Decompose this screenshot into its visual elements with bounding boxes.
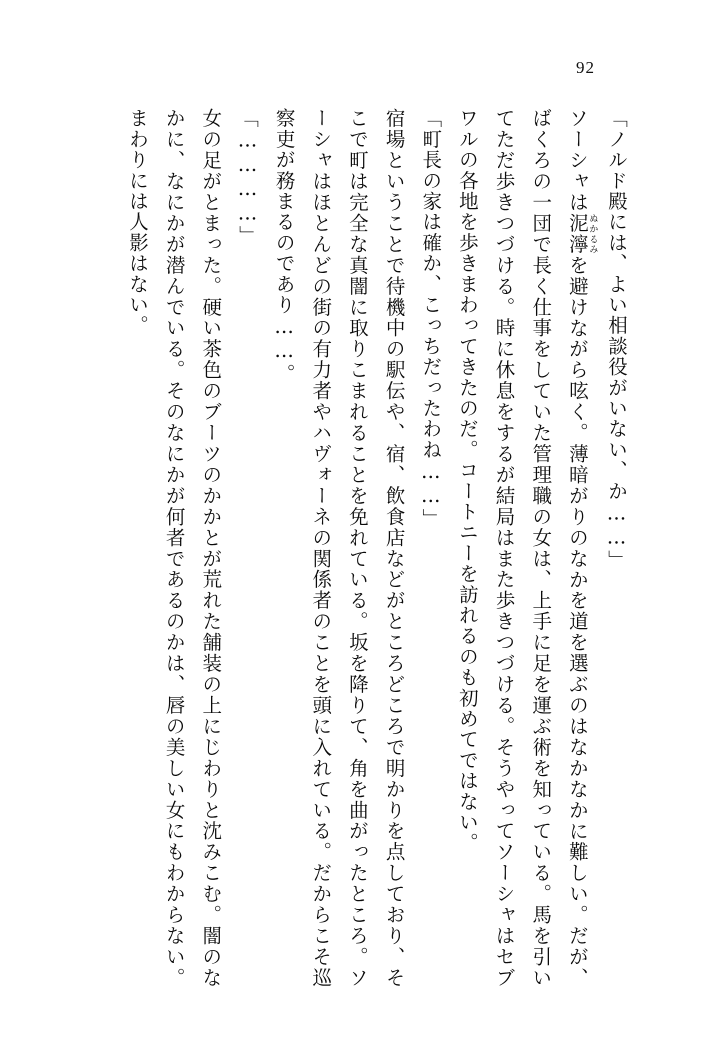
page-margin — [641, 0, 703, 1050]
paragraph-2: ソーシャは泥濘ぬかるみを避けながら呟く。薄暗がりのなかを道を選ぶのはなかなかに難しい。だが、ばくろの一団で長く仕事をしていた管理職の女は、上手に足を運ぶ術を知っている。馬を引いてただ歩きつづける。時に休息をするが結局はまた歩きつづける。そうやってソーシャはセブワルの各地を歩きまわってきたのだ。コートニーを訪れるのも初めてではない。 — [455, 108, 598, 989]
paragraph-6: 女の足がとまった。硬い茶色のブーツのかかとが荒れた舗装の上にじわりと沈みこむ。闇のなかに、なにかが潜んでいる。そのなにかが何者であるのかは、唇の美しい女にもわからない。まわりには人影はない。 — [125, 108, 223, 988]
page-number: 92 — [576, 58, 595, 77]
ruby-annotation: 泥濘ぬかるみ — [565, 212, 598, 255]
paragraph-1: 「ノルド殿には、よい相談役がいない、か……」 — [605, 108, 628, 571]
paragraph-4: 宿場ということで待機中の駅伝や、宿、飲食店などがところどころで明かりを点しており、そこで町は完全な真闇に取りこまれることを免れている。坂を降りて、角を曲がったところ。ソーシャはほとんどの街の有力者やハヴォーネの関係者のことを頭に入れている。だからこそ巡察吏が務まるのであり……。 — [272, 108, 406, 988]
paragraph-3: 「町長の家は確か、こっちだったわね……」 — [419, 108, 443, 529]
vertical-text-body — [62, 108, 634, 988]
paragraph-5: 「…………」 — [235, 108, 259, 247]
